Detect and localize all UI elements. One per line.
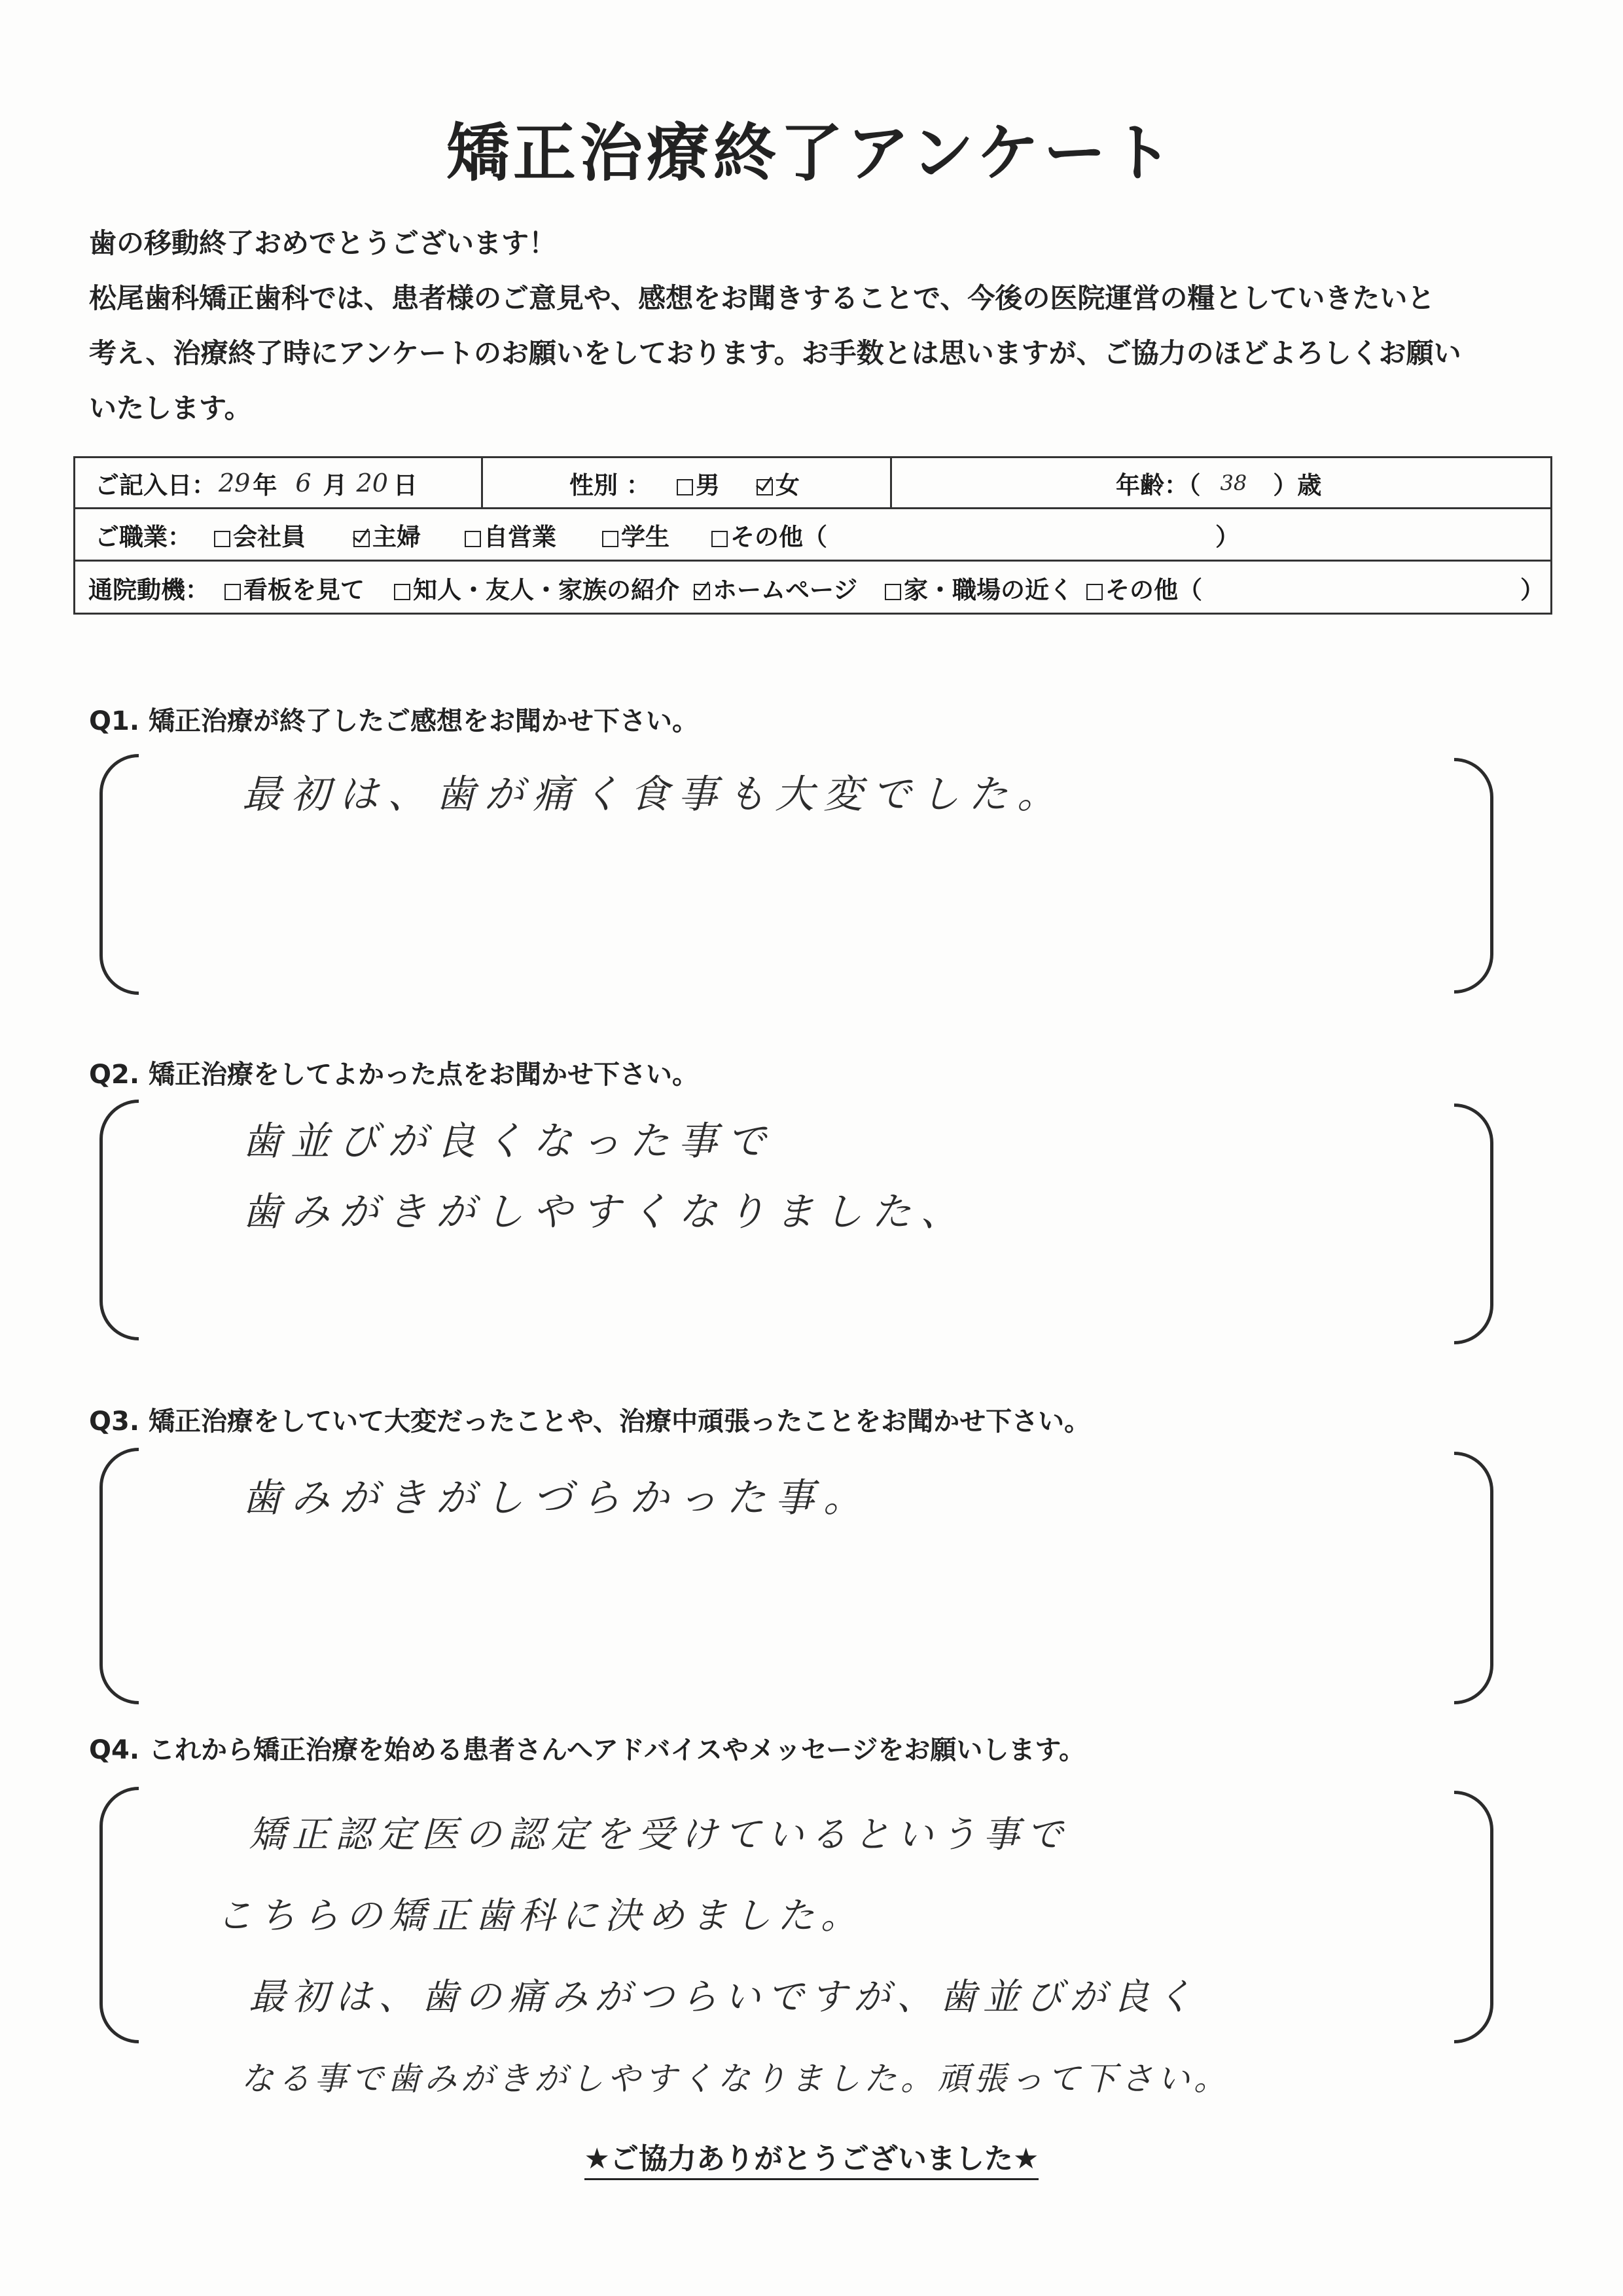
option-label: 看板を見て [243,576,365,604]
option-label: 家・職場の近く [904,576,1073,604]
occupation-option-employee[interactable] [214,517,306,552]
month-unit: 月 [323,471,348,499]
checkbox[interactable] [214,531,230,547]
option-label: 主婦 [372,522,421,551]
female-checkbox[interactable] [757,479,773,495]
gender-label: 性別 ： [569,471,651,499]
info-row-basic [75,458,1550,509]
motive-other-close: ） [1520,576,1544,604]
intro-text [89,216,1529,436]
date-year[interactable]: 29 [219,468,251,497]
divider [481,458,483,507]
gender-field [569,458,800,507]
answer-bracket-left [99,1448,139,1704]
occupation-option-other[interactable] [711,517,827,552]
answer-2[interactable] [242,1106,969,1247]
intro-line: いたします。 [89,392,252,424]
occupation-option-student[interactable] [602,517,669,552]
intro-line: 松尾歯科矯正歯科では、患者様のご意見や、感想をお聞きすることで、今後の医院運営の糧としていきたいと [89,282,1435,314]
answer-line: 最初は、歯が痛く食事も大変でした。 [242,772,1065,817]
answer-bracket-right [1454,1452,1493,1704]
footer-text: ★ご協力ありがとうございました★ [584,2142,1039,2180]
checkbox[interactable] [711,531,728,547]
question-1: Q1. 矯正治療が終了したご感想をお聞かせ下さい。 [89,706,698,736]
motive-option-signboard[interactable] [224,570,365,605]
answer-line: 歯みがきがしやすくなりました、 [242,1189,969,1235]
option-label: 学生 [621,522,669,551]
answer-bracket-right [1454,1103,1493,1344]
motive-option-nearby[interactable] [885,570,1073,605]
age-field [1116,458,1321,507]
checkbox[interactable] [353,531,370,547]
info-table [73,456,1552,615]
checkbox[interactable] [394,584,410,600]
page-title: 矯正治療終了アンケート [446,117,1177,190]
age-label: 年齢：（ [1116,471,1201,499]
info-row-motive [75,562,1550,614]
occupation-option-housewife[interactable] [353,517,421,552]
intro-line: 歯の移動終了おめでとうございます！ [89,227,557,259]
option-label: 会社員 [233,522,306,551]
answer-1[interactable] [242,759,1065,830]
answer-line: こちらの矯正歯科に決めました。 [216,1895,864,1937]
answer-bracket-left [99,1100,139,1340]
motive-label: 通院動機： [88,576,209,604]
age-unit: ）歳 [1273,471,1322,499]
option-label: 知人・友人・家族の紹介 [413,576,679,604]
question-4: Q4. これから矯正治療を始める患者さんへアドバイスやメッセージをお願いします。 [89,1735,1086,1765]
question-2: Q2. 矯正治療をしてよかった点をお聞かせ下さい。 [89,1060,698,1090]
option-label: ホームページ [713,576,858,604]
male-checkbox[interactable] [677,479,693,495]
occupation-option-self-employed[interactable] [465,517,556,552]
gender-male-option[interactable] [677,465,720,501]
date-month[interactable]: 6 [295,468,312,497]
answer-bracket-right [1454,1791,1493,2043]
date-day[interactable]: 20 [356,468,388,497]
day-unit: 日 [393,471,418,499]
divider [890,458,892,507]
option-label: その他（ [730,522,827,551]
occupation-other-close: ） [1215,522,1240,551]
info-row-occupation [75,509,1550,562]
answer-line: 最初は、歯の痛みがつらいですが、歯並びが良く [249,1976,1199,2018]
female-label: 女 [775,471,800,499]
answer-bracket-right [1454,758,1493,994]
option-label: 自営業 [484,522,556,551]
answer-line: なる事で歯みがきがしやすくなりました。頑張って下さい。 [241,2060,1230,2098]
thank-you-footer [0,2135,1623,2177]
motive-option-other[interactable] [1086,570,1202,605]
answer-line: 歯並びが良くなった事で [242,1119,775,1164]
date-label: ご記入日： [95,471,216,499]
date-field[interactable] [95,458,418,507]
year-unit: 年 [253,471,277,499]
male-label: 男 [695,471,720,499]
answer-line: 矯正認定医の認定を受けているという事で [249,1814,1069,1856]
occupation-label: ご職業： [95,522,192,551]
answer-3[interactable] [242,1463,872,1534]
option-label: その他（ [1105,576,1202,604]
checkbox[interactable] [1086,584,1103,600]
checkbox[interactable] [694,584,710,600]
gender-female-option[interactable] [757,465,800,501]
question-3: Q3. 矯正治療をしていて大変だったことや、治療中頑張ったことをお聞かせ下さい。 [89,1407,1091,1437]
answer-4[interactable] [216,1795,1230,2119]
age-value[interactable]: 38 [1220,470,1247,495]
intro-line: 考え、治療終了時にアンケートのお願いをしております。お手数とは思いますが、ご協力のほどよろしくお願い [89,337,1461,369]
checkbox[interactable] [885,584,901,600]
answer-bracket-left [99,1787,139,2043]
checkbox[interactable] [224,584,241,600]
checkbox[interactable] [602,531,618,547]
motive-option-referral[interactable] [394,570,679,605]
motive-option-homepage[interactable] [694,570,857,605]
checkbox[interactable] [465,531,481,547]
answer-line: 歯みがきがしづらかった事。 [242,1475,872,1521]
answer-bracket-left [99,754,139,995]
